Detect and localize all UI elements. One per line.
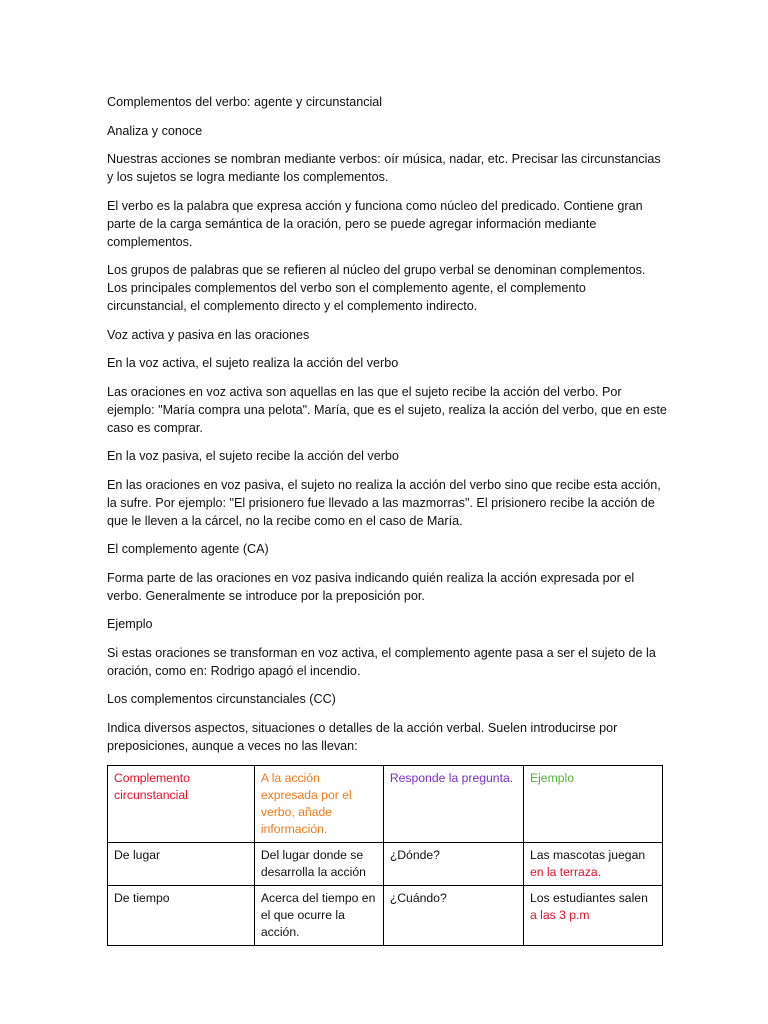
document-title: Complementos del verbo: agente y circunstancial: [107, 95, 383, 109]
table-cell-example: [523, 886, 662, 946]
table-cell-question: ¿Cuándo?: [383, 886, 523, 946]
table-header-cell: Complemento circunstancial: [108, 766, 255, 843]
subheading-ejemplo: Ejemplo: [107, 617, 153, 631]
table-cell-type: De tiempo: [108, 886, 255, 946]
table-cell-description: Del lugar donde se desarrolla la acción: [254, 843, 383, 886]
table-row: [108, 886, 663, 946]
example-highlight: en la terraza.: [529, 865, 602, 879]
table-header-cell: Ejemplo: [523, 766, 662, 843]
table-cell-question: ¿Dónde?: [383, 843, 523, 886]
paragraph-agente: Forma parte de las oraciones en voz pasiva indicando quién realiza la acción expresada por el verbo. Generalmente se introduce por la preposición por.: [107, 570, 635, 603]
paragraph-circunstanciales: Indica diversos aspectos, situaciones o detalles de la acción verbal. Suelen introducirse por preposiciones, aunque a veces no las llevan:: [107, 720, 618, 753]
example-text: Los estudiantes salen: [529, 891, 648, 905]
section-heading-analiza: Analiza y conoce: [107, 123, 203, 138]
subheading-voz-pasiva: En la voz pasiva, el sujeto recibe la acción del verbo: [107, 449, 399, 463]
paragraph-intro: Nuestras acciones se nombran mediante verbos: oír música, nadar, etc. Precisar las circunstancias y los sujetos se logra mediante los complementos.: [107, 152, 661, 184]
table-header-cell: A la acción expresada por el verbo, añade información.: [254, 766, 383, 843]
section-heading-voz: Voz activa y pasiva en las oraciones: [107, 327, 310, 342]
table-cell-example: [523, 843, 662, 886]
section-heading-circunstanciales: Los complementos circunstanciales (CC): [107, 692, 336, 706]
subheading-voz-activa: En la voz activa, el sujeto realiza la acción del verbo: [107, 356, 399, 370]
circumstantial-table: [107, 765, 663, 946]
paragraph-ejemplo: Si estas oraciones se transforman en voz activa, el complemento agente pasa a ser el sujeto de la oración, como en: Rodrigo apagó el incendio.: [107, 645, 656, 678]
paragraph-verbo: El verbo es la palabra que expresa acción y funciona como núcleo del predicado. Contiene gran parte de la carga semántica de la oración, pero se puede agregar información mediante complementos.: [107, 198, 643, 249]
paragraph-voz-activa: Las oraciones en voz activa son aquellas en las que el sujeto recibe la acción del verbo. Por ejemplo: "María compra una pelota". María, que es el sujeto, realiza la acción del verbo, que en este caso es comprar.: [107, 384, 667, 435]
table-cell-type: De lugar: [108, 843, 255, 886]
table-row: [108, 843, 663, 886]
example-text: Las mascotas juegan: [529, 848, 646, 862]
paragraph-voz-pasiva: En las oraciones en voz pasiva, el sujeto no realiza la acción del verbo sino que recibe esta acción, la sufre. Por ejemplo: "El prisionero fue llevado a las mazmorras". El prisionero recibe la acción de que le lleven a la cárcel, no la recibe como en el caso de María.: [107, 477, 661, 528]
document-page: [107, 93, 667, 946]
example-highlight: a las 3 p.m: [529, 908, 590, 922]
table-header-cell: Responde la pregunta.: [383, 766, 523, 843]
table-cell-description: Acerca del tiempo en el que ocurre la acción.: [254, 886, 383, 946]
paragraph-complementos: Los grupos de palabras que se refieren al núcleo del grupo verbal se denominan complementos. Los principales complementos del verbo son el complemento agente, el complemento circunstancial, el complemento directo y el complemento indirecto.: [107, 263, 646, 313]
section-heading-agente: El complemento agente (CA): [107, 542, 269, 556]
table-header-row: [108, 766, 663, 843]
